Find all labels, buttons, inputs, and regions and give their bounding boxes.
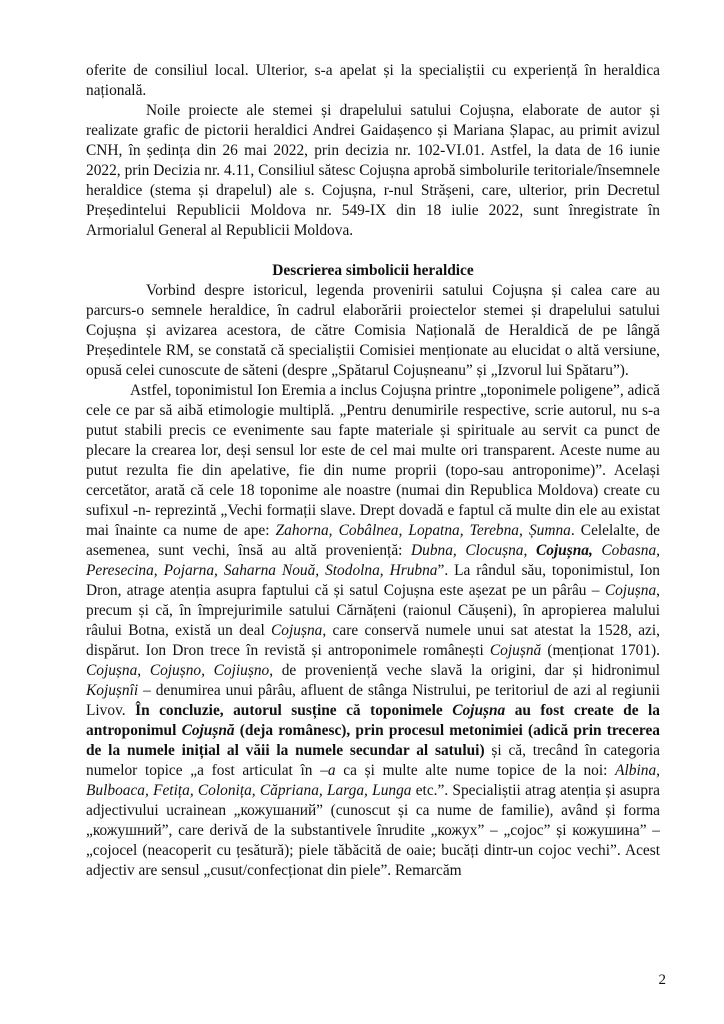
italic-run: Cojușnă — [489, 642, 542, 659]
paragraph-new-projects: Noile proiecte ale stemei și drapelului satului Cojușna, elaborate de autor și realizate grafic de pictorii heraldici Andrei Gaidașenco și Mariana Șlapac, au primit avizul CNH, în ședința din 26 mai 2022, prin decizia nr. 102-VI.01. Astfel, la data de 16 iunie 2022, prin Decizia nr. 4.11, Consiliul sătesc Cojușna aprobă simbolurile teritoriale/însemnele heraldice (stema și drapelul) ale s. Cojușna, r-nul Strășeni, care, ulterior, prin Decretul Președintelui Republicii Moldova nr. 549-IX din 18 iulie 2022, sunt înregistrate în Armorialul General al Republicii Moldova. — [86, 102, 660, 239]
bold-italic-run: Cojușna — [452, 702, 506, 719]
text-run: Astfel, toponimistul Ion Eremia a inclus Cojușna printre „toponimele poligene”, adică cele ce par să aibă etimologie multiplă. „Pentru denumirile respective, scrie autorul, nu s-a putut stabili precis ce evenimente sau fapte materiale și spirituale au servit ca punct de plecare la crearea lor, deși sensul lor este de cel mai multe ori transparent. Aceste nume au putut rezulta fie din apelative, fie din nume proprii (topo-sau antroponime)”. Același cercetător, arată că cele 18 toponime ale noastre (numai din Republica Moldova) create cu sufixul -n- reprezintă „Vechi formații slave. Drept dovadă e faptul că multe din ele au existat mai înainte ca nume de ape: — [86, 382, 660, 539]
italic-run: Dubna, Clocușna, — [411, 542, 536, 559]
text-run: , precum și că, în împrejurimile satului Cărnățeni (raionul Căușeni), în apropierea malului râului Botna, există un deal — [86, 582, 660, 639]
bold-run: În concluzie, autorul susține că toponimele — [135, 702, 453, 719]
text-run: și că, trecând în categoria numelor topice „a fost articulat în – — [86, 742, 660, 779]
text-run: (menționat 1701). — [541, 642, 660, 659]
bold-run: (deja românesc), prin procesul metonimiei (adică prin trecerea de la numele inițial al văii la numele secundar al satului) — [86, 722, 660, 759]
bold-italic-run: Cojușna, — [535, 542, 593, 559]
italic-run: Cojușna — [271, 622, 323, 639]
bold-run: au fost create de la antroponimul — [86, 702, 660, 739]
text-run: ”. La rândul său, toponimistul, Ion Dron, atrage atenția asupra faptului că și satul Cojușna este așezat pe un pârâu – — [86, 562, 661, 599]
text-run: – denumirea unui pârâu, afluent de stânga Nistrului, pe teritoriul de azi al regiunii Livov. — [86, 682, 660, 719]
italic-run: Cojușna, Cojușno, Cojiușno — [86, 662, 270, 679]
italic-run: Albina, Bulboaca, Fetița, Colonița, Căpriana, Larga, Lunga — [86, 762, 660, 799]
paragraph-intro-end: oferite de consiliul local. Ulterior, s-a apelat și la specialiștii cu experiență în heraldica națională. — [86, 62, 660, 99]
bold-italic-run: Cojușnă — [181, 722, 235, 739]
text-run: etc.”. Specialiștii atrag atenția și asupra adjectivului ucrainean „кожушаний” (cunoscut și ca nume de familie), având și forma „кожушний”, care derivă de la substantivele înrudite „кожух” – „cojoc” și кожушина” – „cojocel (neacoperit cu țesătură); piele tăbăcită de oaie; bucăți dintr-un cojoc vechi”. Acest adjectiv are sensul „cusut/confecționat din piele”. Remarcăm — [86, 782, 660, 879]
text-run: ca și multe alte nume topice de la noi: — [335, 762, 616, 779]
section-heading: Descrierea simbolicii heraldice — [272, 262, 474, 279]
italic-run: Cojușna — [604, 582, 657, 599]
text-run: , care conservă numele unui sat atestat la 1528, azi, dispărut. Ion Dron trece în revistă și antroponimele românești — [86, 622, 660, 659]
paragraph-toponymy — [86, 381, 660, 881]
paragraph-history: Vorbind despre istoricul, legenda provenirii satului Cojușna și calea care au parcurs-o semnele heraldice, în cadrul elaborării proiectelor stemei și drapelului satului Cojușna și avizarea acestora, de către Comisia Națională de Heraldică de pe lângă Președintele RM, se constată că specialiștii Comisiei menționate au elucidat o altă versiune, opusă celei cunoscute de săteni (despre „Spătarul Cojușneanu” și „Izvorul lui Spătaru”). — [86, 282, 660, 379]
italic-run: Kojușnîi — [86, 682, 139, 699]
page-number: 2 — [658, 972, 666, 988]
italic-run: Cobasna, Peresecina, Pojarna, Saharna Nouă, Stodolna, Hrubna — [86, 542, 660, 579]
spacer — [86, 241, 660, 261]
italic-run: Zahorna, Cobâlnea, Lopatna, Terebna, Șumna — [275, 522, 571, 539]
text-run: , de proveniență veche slavă la origini, dar și hidronimul — [269, 662, 660, 679]
italic-run: a — [327, 762, 336, 779]
text-run: . Celelalte, de asemenea, sunt vechi, însă au altă proveniență: — [86, 522, 660, 559]
